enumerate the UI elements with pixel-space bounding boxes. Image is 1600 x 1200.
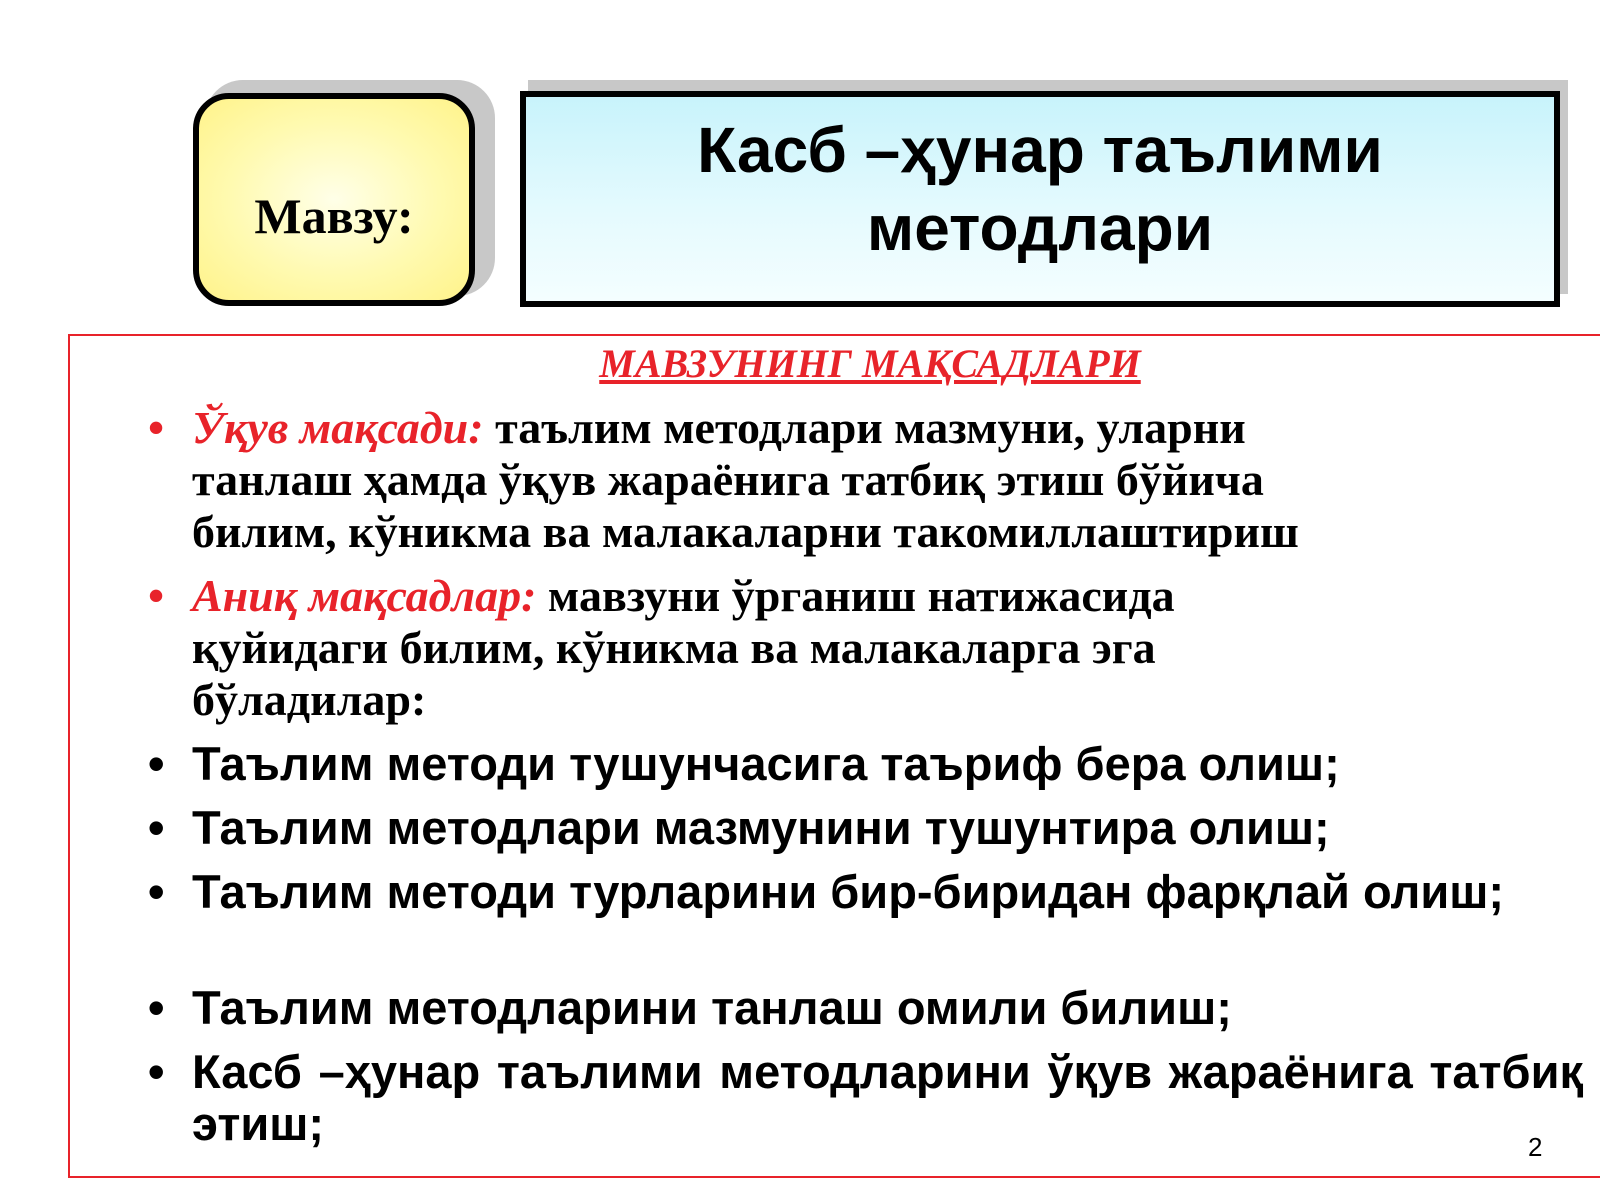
bullet-icon: •: [148, 801, 165, 854]
outcome-item: [148, 737, 1592, 790]
bullet-icon: •: [148, 402, 165, 453]
outcome-item: [148, 1045, 1583, 1150]
objective-item: [148, 570, 1492, 726]
objective-line: танлаш ҳамда ўқув жараёнига татбиқ этиш бўйича: [192, 454, 1264, 505]
bullet-icon: •: [148, 737, 165, 790]
objective-text: мавзуни ўрганиш натижасида: [536, 570, 1175, 621]
outcome-text: Таълим методларини танлаш омили билиш;: [192, 981, 1232, 1034]
objective-item: [148, 402, 1492, 558]
objective-line: [192, 570, 1492, 622]
bullet-icon: •: [148, 865, 165, 918]
outcome-item: [148, 865, 1583, 918]
objective-lead: Ўқув мақсади:: [192, 402, 484, 453]
outcome-item: [148, 981, 1592, 1034]
objective-line: бўладилар:: [192, 674, 427, 725]
outcome-item: [148, 801, 1592, 854]
objective-text: таълим методлари мазмуни, уларни: [483, 402, 1246, 453]
slide-title-line-1: Касб –ҳунар таълими: [697, 114, 1383, 186]
objective-line: билим, кўникма ва малакаларни такомиллаштириш: [192, 506, 1299, 557]
outcome-text: Таълим методи тушунчасига таъриф бера олиш;: [192, 737, 1340, 790]
outcome-text: Таълим методи турларини бир-биридан фарқлай олиш;: [192, 865, 1505, 918]
objective-lead: Аниқ мақсадлар:: [192, 570, 537, 621]
objective-line: қуйидаги билим, кўникма ва малакаларга эга: [192, 622, 1156, 673]
slide-title-line-2: методлари: [866, 192, 1214, 264]
outcome-text: Таълим методлари мазмунини тушунтира олиш;: [192, 801, 1330, 854]
bullet-icon: •: [148, 981, 165, 1034]
topic-label: Мавзу:: [254, 188, 414, 244]
bullet-icon: •: [148, 570, 165, 621]
objective-line: [192, 402, 1492, 454]
title-box: [520, 91, 1560, 307]
bullet-icon: •: [148, 1045, 165, 1098]
topic-box: [193, 93, 475, 306]
section-heading-text: МАВЗУНИНГ МАҚСАДЛАРИ: [599, 341, 1141, 386]
page-number: 2: [1528, 1132, 1543, 1162]
slide-title: [526, 111, 1554, 267]
outcome-text: Касб –ҳунар таълими методларини ўқув жараёнига татбиқ этиш;: [192, 1045, 1583, 1150]
